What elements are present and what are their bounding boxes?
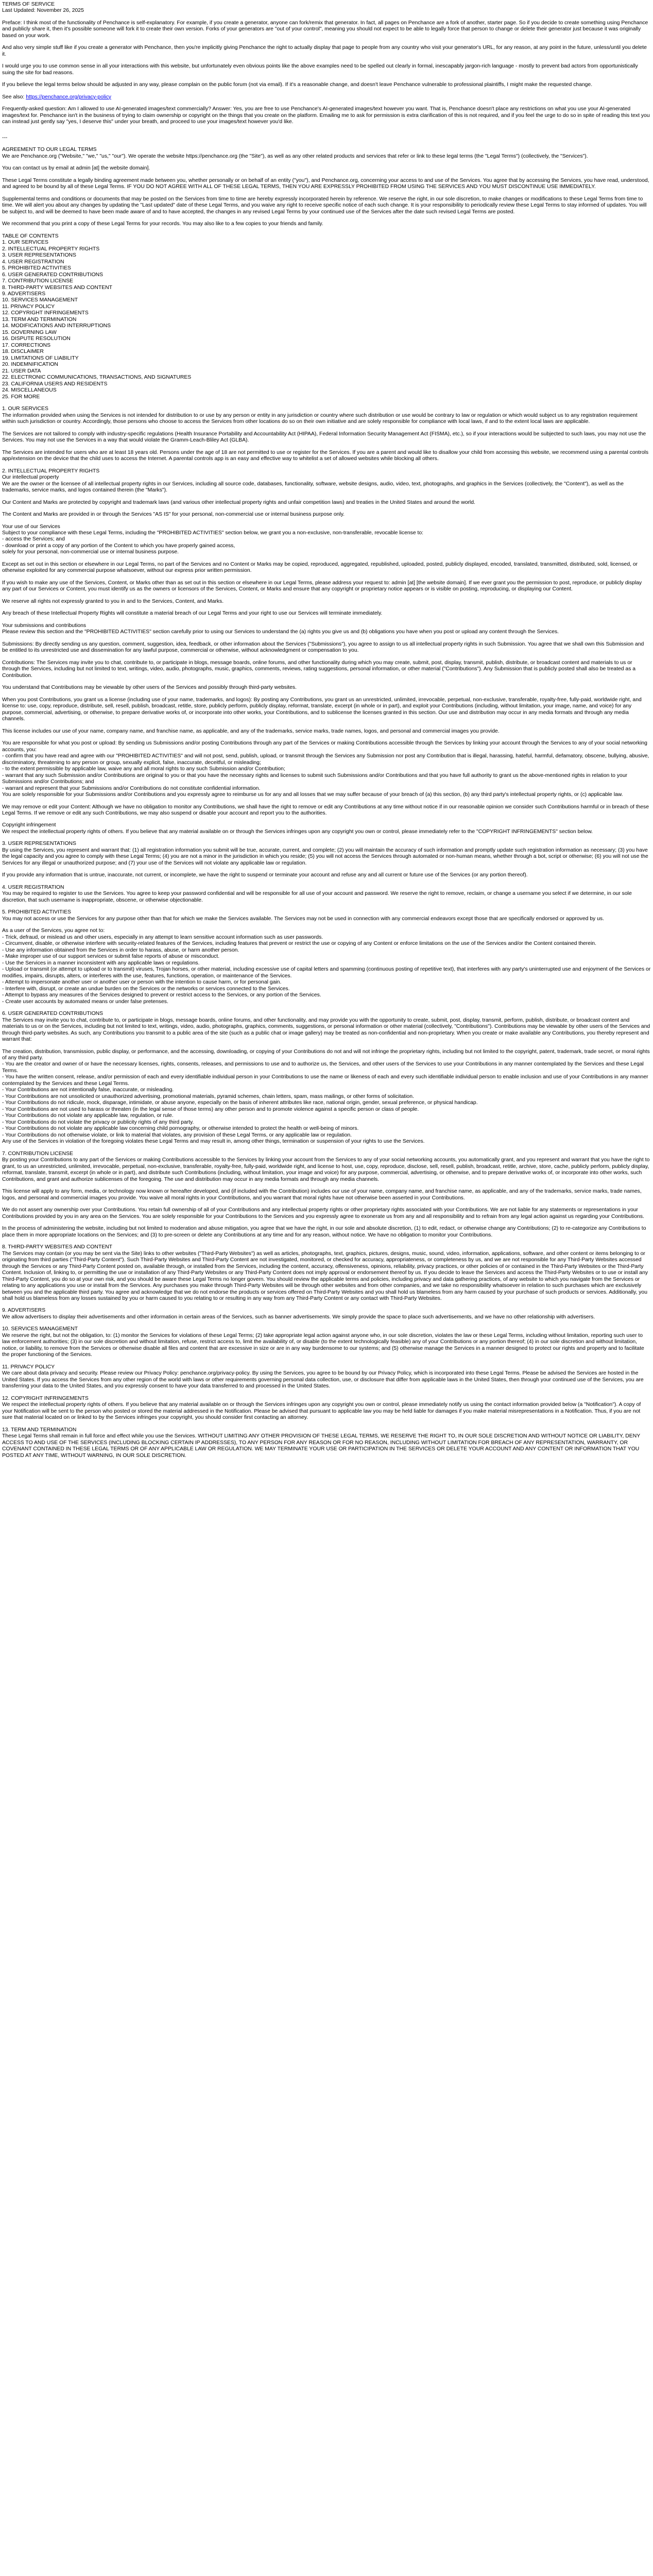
privacy-policy-link[interactable]: https://penchance.org/privacy-policy [26, 94, 111, 100]
section-paragraph: By posting your Contributions to any part of the Services or making Contributions accessible to the Services by linking your account from the Services to any of your social networking accounts, you automatically grant, and you represent and warrant that you have the right to grant, to us an unrestricted, unlimited, irrevocable, perpetual, non-exclusive, transferable, royalty-free, fully-paid, worldwide right, and license to host, use, copy, reproduce, disclose, sell, resell, publish, broadcast, retitle, archive, store, cache, publicly perform, publicly display, reformat, translate, transmit, excerpt (in whole or in part), and distribute such Contributions (including, without limitation, your image and voice) for any purpose, commercial, advertising, or otherwise, and to prepare derivative works of, or incorporate into other works, such Contributions, and grant and authorize sublicenses of the foregoing. The use and distribution may occur in any media formats and through any media channels. [2, 1157, 650, 1182]
section-paragraph: The Content and Marks are provided in or through the Services "AS IS" for your personal, non-commercial use or internal business purpose only. [2, 512, 345, 518]
section-paragraph: The Services may invite you to chat, contribute to, or participate in blogs, message boards, online forums, and other functionality, and may provide you with the opportunity to create, submit, post, display, transmit, perform, publish, distribute, or broadcast content and materials to us or on the Services, including but not limited to text, writings, video, audio, photographs, graphics, comments, suggestions, or personal information or other material (collectively, "Contributions"). Contributions may be viewable by other users of the Services and through third-party websites. As such, any Contributions you transmit to a public area of the site (such as a public chat or image gallery) may be treated as non-confidential and non-proprietary. When you create or make available any Contributions, you thereby represent and warrant that: [2, 1017, 650, 1043]
terms-section [2, 1427, 651, 1459]
section-paragraph: Your submissions and contributions Please review this section and the "PROHIBITED ACTIVITIES" section carefully prior to using our Services to understand the (a) rights you give us and (b) obligations you have when you post or upload any content through the Services. [2, 622, 559, 635]
section-heading: 6. USER GENERATED CONTRIBUTIONS [2, 1011, 104, 1017]
section-heading: 10. SERVICES MANAGEMENT [2, 1326, 78, 1332]
section-paragraph: The Services are intended for users who are at least 18 years old. Persons under the age of 18 are not permitted to use or register for the Services. If you are a parent and would like to disallow your child from accessing this website, we recommend using a parental controls app/extension on the device that the child uses to access the Internet. A parental controls app is an easy and effective way to whitelist a set of allowed websites while blocking all others. [2, 449, 649, 462]
section-paragraph: You are responsible for what you post or upload: By sending us Submissions and/or posting Contributions through any part of the Services or making Contributions accessible through the Services by linking your account through the Services to any of your social networking accounts, you: - confirm that you have read and agree with our "PROHIBITED ACTIVITIES" and will not post, send, publish, upload, or transmit through the Services any Submission nor post any Contribution that is illegal, harassing, hateful, harmful, defamatory, obscene, bullying, abusive, discriminatory, threatening to any person or group, sexually explicit, false, inaccurate, deceitful, or misleading; - to the extent permissible by applicable law, waive any and all moral rights to any such Submission and/or Contribution; - warrant that any such Submission and/or Contributions are original to you or that you have the necessary rights and licenses to submit such Submissions and/or Contributions and that you have full authority to grant us the above-mentioned rights in relation to your Submissions and/or Contributions; and - warrant and represent that your Submissions and/or Contributions do not constitute confidential information. You are solely responsible for your Submissions and/or Contributions and you expressly agree to reimburse us for any and all losses that we may suffer because of your breach of (a) this section, (b) any third party's intellectual property rights, or (c) applicable law. [2, 740, 649, 798]
section-paragraph: We do not assert any ownership over your Contributions. You retain full ownership of all of your Contributions and any intellectual property rights or other proprietary rights associated with your Contributions. We are not liable for any statements or representations in your Contributions provided by you in any area on the Services. You are solely responsible for your Contributions to the Services and you expressly agree to exonerate us from any and all responsibility and to refrain from any legal action against us regarding your Contributions. [2, 1207, 644, 1219]
section-heading: 3. USER REPRESENTATIONS [2, 841, 76, 847]
section-paragraph: You may not access or use the Services for any purpose other than that for which we make the Services available. The Services may not be used in connection with any commercial endeavors except those that are specifically endorsed or approved by us. [2, 916, 604, 922]
section-paragraph: We reserve the right, but not the obligation, to: (1) monitor the Services for violations of these Legal Terms; (2) take appropriate legal action against anyone who, in our sole discretion, violates the law or these Legal Terms, including without limitation, reporting such user to law enforcement authorities; (3) in our sole discretion and without limitation, refuse, restrict access to, limit the availability of, or disable (to the extent technologically feasible) any of your Contributions or any portion thereof; (4) in our sole discretion and without limitation, notice, or liability, to remove from the Services or otherwise disable all files and content that are excessive in size or are in any way burdensome to our systems; and (5) otherwise manage the Services in a manner designed to protect our rights and property and to facilitate the proper functioning of the Services. [2, 1332, 644, 1358]
agreement-paragraph: Supplemental terms and conditions or documents that may be posted on the Services from time to time are hereby expressly incorporated herein by reference. We reserve the right, in our sole discretion, to make changes or modifications to these Legal Terms from time to time. We will alert you about any changes by updating the "Last updated" date of these Legal Terms, and you waive any right to receive specific notice of each such change. It is your responsibility to periodically review these Legal Terms to stay informed of updates. You will be subject to, and will be deemed to have been made aware of and to have accepted, the changes in any revised Legal Terms by your continued use of the Services after the date such revised Legal Terms are posted. [2, 196, 647, 215]
privacy-see-also [2, 94, 651, 100]
section-heading: 8. THIRD-PARTY WEBSITES AND CONTENT [2, 1244, 113, 1250]
agreement-paragraph: We recommend that you print a copy of these Legal Terms for your records. You may also like to a few copies to your friends and family. [2, 221, 323, 227]
section-paragraph: You understand that Contributions may be viewable by other users of the Services and possibly through third-party websites. [2, 685, 297, 691]
section-paragraph: Except as set out in this section or elsewhere in our Legal Terms, no part of the Services and no Content or Marks may be copied, reproduced, aggregated, republished, uploaded, posted, publicly displayed, encoded, translated, transmitted, distributed, sold, licensed, or otherwise exploited for any commercial purpose whatsoever, without our express prior written permission. [2, 561, 638, 574]
section-paragraph: This license includes our use of your name, company name, and franchise name, as applicable, and any of the trademarks, service marks, trade names, logos, and personal and commercial images you provide. [2, 728, 500, 734]
agreement-paragraph: You can contact us by email at admin [at] the website domain]. [2, 165, 150, 172]
terms-section [2, 1326, 651, 1358]
section-paragraph: These Legal Terms shall remain in full force and effect while you use the Services. WITHOUT LIMITING ANY OTHER PROVISION OF THESE LEGAL TERMS, WE RESERVE THE RIGHT TO, IN OUR SOLE DISCRETION AND WITHOUT NOTICE OR LIABILITY, DENY ACCESS TO AND USE OF THE SERVICES (INCLUDING BLOCKING CERTAIN IP ADDRESSES), TO ANY PERSON FOR ANY REASON OR FOR NO REASON, INCLUDING WITHOUT LIMITATION FOR BREACH OF ANY REPRESENTATION, WARRANTY, OR COVENANT CONTAINED IN THESE LEGAL TERMS OR OF ANY APPLICABLE LAW OR REGULATION. WE MAY TERMINATE YOUR USE OR PARTICIPATION IN THE SERVICES OR DELETE YOUR ACCOUNT AND ANY CONTENT OR INFORMATION THAT YOU POSTED AT ANY TIME, WITHOUT WARNING, IN OUR SOLE DISCRETION. [2, 1433, 640, 1459]
section-paragraph: If you wish to make any use of the Services, Content, or Marks other than as set out in this section or elsewhere in our Legal Terms, please address your request to: admin [at] [the website domain]. If we ever grant you the permission to post, reproduce, or publicly display any part of our Services or Content, you must identify us as the owners or licensors of the Services, Content, or Marks and ensure that any copyright or proprietary notice appears or is visible on posting, reproducing, or displaying our Content. [2, 580, 642, 592]
terms-section [2, 406, 651, 462]
section-paragraph: The Services may contain (or you may be sent via the Site) links to other websites ("Third-Party Websites") as well as articles, photographs, text, graphics, pictures, designs, music, sound, video, information, applications, software, and other content or items belonging to or originating from third parties ("Third-Party Content"). Such Third-Party Websites and Third-Party Content are not investigated, monitored, or checked for accuracy, appropriateness, or completeness by us, and we are not responsible for any Third-Party Websites accessed through the Services or any Third-Party Content posted on, available through, or installed from the Services, including the content, accuracy, offensiveness, opinions, reliability, privacy practices, or other policies of or contained in the Third-Party Websites or the Third-Party Content. Inclusion of, linking to, or permitting the use or installation of any Third-Party Websites or any Third-Party Content does not imply approval or endorsement thereof by us. If you decide to leave the Services and access the Third-Party Websites or to use or install any Third-Party Content, you do so at your own risk, and you should be aware these Legal Terms no longer govern. You should review the applicable terms and policies, including privacy and data gathering practices, of any website to which you navigate from the Services or relating to any applications you use or install from the Services. Any purchases you make through Third-Party Websites will be through other websites and from other companies, and we take no responsibility whatsoever in relation to such purchases which are exclusively between you and the applicable third party. You agree and acknowledge that we do not endorse the products or services offered on Third-Party Websites and you shall hold us blameless from any harm caused by your purchase of such products or services. Additionally, you shall hold us blameless from any losses sustained by you or harm caused to you relating to or resulting in any way from any Third-Party Content or any contact with Third-Party Websites. [2, 1250, 648, 1301]
section-paragraph: Contributions: The Services may invite you to chat, contribute to, or participate in blogs, message boards, online forums, and other functionality during which you may create, submit, post, display, transmit, publish, distribute, or broadcast content and materials to us or through the Services, including but not limited to text, writings, video, audio, photographs, music, graphics, comments, reviews, rating suggestions, personal information, or other material ("Contributions"). Any Submission that is publicly posted shall also be treated as a Contribution. [2, 659, 636, 679]
section-paragraph: This license will apply to any form, media, or technology now known or hereafter developed, and (if included with the Contribution) includes our use of your name, company name, and franchise name, as applicable, and any of the trademarks, service marks, trade names, logos, and personal and commercial images you provide. You waive all moral rights in your Contributions, and you warrant that moral rights have not otherwise been asserted in your Contributions. [2, 1189, 642, 1201]
section-paragraph: We reserve all rights not expressly granted to you in and to the Services, Content, and Marks. [2, 598, 224, 604]
last-updated: Last Updated: November 26, 2025 [2, 8, 84, 14]
terms-section [2, 1244, 651, 1302]
section-paragraph: The Services are not tailored to comply with industry-specific regulations (Health Insurance Portability and Accountability Act (HIPAA), Federal Information Security Management Act (FISMA), etc.), so if your interactions would be subjected to such laws, you may not use the Services. You may not use the Services in a way that would violate the Gramm-Leach-Bliley Act (GLBA). [2, 431, 646, 444]
section-paragraph: When you post Contributions, you grant us a license (including use of your name, trademarks, and logos): By posting any Contributions, you grant us an unrestricted, unlimited, irrevocable, perpetual, non-exclusive, transferable, royalty-free, fully-paid, worldwide right, and license to: use, copy, reproduce, distribute, sell, resell, publish, broadcast, retitle, store, publicly perform, publicly display, reformat, translate, excerpt (in whole or in part), and exploit your Contributions (including, without limitation, your image, name, and voice) for any purpose, commercial, advertising, or otherwise, to prepare derivative works of, or incorporate into other works, your Contributions, and to sublicense the licenses granted in this section. Our use and distribution may occur in any media formats and through any media channels. [2, 697, 642, 722]
terms-section [2, 1151, 651, 1239]
agreement-paragraph: We are Penchance.org ("Website," "we," "us," "our"). We operate the website https://penchance.org (the "Site"), as well as any other related products and services that refer or link to these legal terms (the "Legal Terms") (collectively, the "Services"). [2, 153, 588, 159]
section-heading: 4. USER REGISTRATION [2, 884, 64, 890]
terms-sections [2, 406, 651, 1459]
section-paragraph: Our intellectual property We are the owner or the licensee of all intellectual property rights in our Services, including all source code, databases, functionality, software, website designs, audio, video, text, photographs, and graphics in the Services (collectively, the "Content"), as well as the trademarks, service marks, and logos contained therein (the "Marks"). [2, 474, 624, 494]
terms-section [2, 909, 651, 1005]
section-heading: 1. OUR SERVICES [2, 406, 48, 412]
section-paragraph: Copyright infringement We respect the intellectual property rights of others. If you believe that any material available on or through the Services infringes upon any copyright you own or control, please immediately refer to the "COPYRIGHT INFRINGEMENTS" section below. [2, 822, 593, 835]
section-heading: 11. PRIVACY POLICY [2, 1364, 55, 1370]
agreement-paragraph: These Legal Terms constitute a legally binding agreement made between you, whether personally or on behalf of an entity ("you"), and Penchance.org, concerning your access to and use of the Services. You agree that by accessing the Services, you have read, understood, and agreed to be bound by all of these Legal Terms. IF YOU DO NOT AGREE WITH ALL OF THESE LEGAL TERMS, THEN YOU ARE EXPRESSLY PROHIBITED FROM USING THE SERVICES AND YOU MUST DISCONTINUE USE IMMEDIATELY. [2, 177, 649, 190]
section-heading: 12. COPYRIGHT INFRINGEMENTS [2, 1395, 89, 1401]
section-heading: 2. INTELLECTUAL PROPERTY RIGHTS [2, 468, 100, 474]
terms-section [2, 1396, 651, 1421]
terms-section [2, 1308, 651, 1320]
section-paragraph: We respect the intellectual property rights of others. If you believe that any material available on or through the Services infringes upon any copyright you own or control, please immediately notify us using the contact information provided below (a "Notification"). A copy of your Notification will be sent to the person who posted or stored the material addressed in the Notification. Please be advised that pursuant to applicable law you may be held liable for damages if you make material misrepresentations in a Notification. Thus, if you are not sure that material located on or linked to by the Services infringes your copyright, you should consider first contacting an attorney. [2, 1402, 641, 1421]
toc-list: 1. OUR SERVICES 2. INTELLECTUAL PROPERTY RIGHTS 3. USER REPRESENTATIONS 4. USER REGISTRATION 5. PROHIBITED ACTIVITIES 6. USER GENERATED CONTRIBUTIONS 7. CONTRIBUTION LICENSE 8. THIRD-PARTY WEBSITES AND CONTENT 9. ADVERTISERS 10. SERVICES MANAGEMENT 11. PRIVACY POLICY 12. COPYRIGHT INFRINGEMENTS 13. TERM AND TERMINATION 14. MODIFICATIONS AND INTERRUPTIONS 15. GOVERNING LAW 16. DISPUTE RESOLUTION 17. CORRECTIONS 18. DISCLAIMER 19. LIMITATIONS OF LIABILITY 20. INDEMNIFICATION 21. USER DATA 22. ELECTRONIC COMMUNICATIONS, TRANSACTIONS, AND SIGNATURES 23. CALIFORNIA USERS AND RESIDENTS 24. MISCELLANEOUS 25. FOR MORE [2, 240, 192, 400]
terms-section [2, 468, 651, 836]
section-paragraph: Our Content and Marks are protected by copyright and trademark laws (and various other intellectual property rights and unfair competition laws) and treaties in the United States and around the world. [2, 499, 475, 505]
section-paragraph: The information provided when using the Services is not intended for distribution to or use by any person or entity in any jurisdiction or country where such distribution or use would be contrary to law or regulation or which would subject us to any registration requirement within such jurisdiction or country. Accordingly, those persons who choose to access the Services from other locations do so on their own initiative and are solely responsible for compliance with local laws, if and to the extent local laws are applicable. [2, 412, 638, 425]
section-heading: 5. PROHIBITED ACTIVITIES [2, 909, 71, 916]
section-heading: 13. TERM AND TERMINATION [2, 1427, 77, 1433]
section-paragraph: If you provide any information that is untrue, inaccurate, not current, or incomplete, we have the right to suspend or terminate your account and refuse any and all current or future use of the Services (or any portion thereof). [2, 872, 528, 878]
terms-section [2, 841, 651, 878]
preface: Preface: I think most of the functionality of Penchance is self-explanatory. For example, if you create a generator, anyone can fork/remix that generator. In fact, all pages on Penchance are a fork of another, starter page. So if you decide to create something using Penchance and publicly share it, then it's possible someone will fork it to create their own version. Forks of your generators are "out of your control", meaning you should not expect to be able to legally force that person to change or delete their generator just because it was originally based on your work. [2, 20, 648, 39]
terms-section [2, 1364, 651, 1390]
intro-paragraph: And also very simple stuff like if you create a generator with Penchance, then you're implicitly giving Penchance the right to actually display that page to people from any country who visit your generator's URL, for any reason, at any point in the future, unless/until you delete it. [2, 45, 647, 57]
toc-heading: TABLE OF CONTENTS [2, 233, 59, 239]
section-paragraph: As a user of the Services, you agree not to: - Trick, defraud, or mislead us and other users, especially in any attempt to learn sensitive account information such as user passwords. - Circumvent, disable, or otherwise interfere with security-related features of the Services, including features that prevent or restrict the use or copying of any Content or enforce limitations on the use of the Services and/or the Content contained therein. - Use any information obtained from the Services in order to harass, abuse, or harm another person. - Make improper use of our support services or submit false reports of abuse or misconduct. - Use the Services in a manner inconsistent with any applicable laws or regulations. - Upload or transmit (or attempt to upload or to transmit) viruses, Trojan horses, or other material, including excessive use of capital letters and spamming (continuous posting of repetitive text), that interferes with any party's uninterrupted use and enjoyment of the Services or modifies, impairs, disrupts, alters, or interferes with the use, features, functions, operation, or maintenance of the Services. - Attempt to impersonate another user or another user or person with the intention to cause harm, or for personal gain. - Interfere with, disrupt, or create an undue burden on the Services or the networks or services connected to the Services. - Attempt to bypass any measures of the Services designed to prevent or restrict access to the Services, or any portion of the Services. - Create user accounts by automated means or under false pretenses. [2, 928, 651, 1005]
terms-section [2, 885, 651, 904]
section-paragraph: By using the Services, you represent and warrant that: (1) all registration information you submit will be true, accurate, current, and complete; (2) you will maintain the accuracy of such information and promptly update such registration information as necessary; (3) you have the legal capacity and you agree to comply with these Legal Terms; (4) you are not a minor in the jurisdiction in which you reside; (5) you will not access the Services through automated or non-human means, whether through a bot, script or otherwise; (6) you will not use the Services for any illegal or unauthorized purpose; and (7) your use of the Services will not violate any applicable law or regulation. [2, 847, 648, 866]
separator: --- [2, 134, 8, 141]
section-paragraph: We may remove or edit your Content: Although we have no obligation to monitor any Contributions, we shall have the right to remove or edit any Contributions at any time without notice if in our reasonable opinion we consider such Contributions harmful or in breach of these Legal Terms. If we remove or edit any such Contributions, we may also suspend or disable your account and report you to the authorities. [2, 804, 649, 816]
section-paragraph: In the process of administering the website, including but not limited to moderation and abuse mitigation, you agree that we have the right, in our sole and absolute discretion, (1) to edit, redact, or otherwise change any Contributions; (2) to re-categorize any Contributions to place them in more appropriate locations on the Services; and (3) to pre-screen or delete any Contributions at any time and for any reason, without notice. We have no obligation to monitor your Contributions. [2, 1226, 646, 1238]
see-also-label: See also: [2, 94, 26, 100]
section-paragraph: Submissions: By directly sending us any question, comment, suggestion, idea, feedback, or other information about the Services ("Submissions"), you agree to assign to us all intellectual property rights in such Submission. You agree that we shall own this Submission and be entitled to its unrestricted use and dissemination for any lawful purpose, commercial or otherwise, without acknowledgment or compensation to you. [2, 641, 644, 654]
agreement-section [2, 154, 651, 228]
section-paragraph: We care about data privacy and security. Please review our Privacy Policy: penchance.org/privacy-policy. By using the Services, you agree to be bound by our Privacy Policy, which is incorporated into these Legal Terms. Please be advised the Services are hosted in the United States. If you access the Services from any other region of the world with laws or other requirements governing personal data collection, use, or disclosure that differ from applicable laws in the United States, then through your continued use of the Services, you are transferring your data to the United States, and you expressly consent to have your data transferred to and processed in the United States. [2, 1370, 644, 1389]
faq-paragraph: Frequently-asked question: Am I allowed to use AI-generated images/text commercially? Answer: Yes, you are free to use Penchance's AI-generated images/text however you want. That is, Penchance doesn't place any restrictions on what you use your AI-generated images/text for. Penchance isn't in the business of trying to claim ownership or copyright on the things that you create on the platform. Emailing me to ask for permission is extra clarification of this is not required, and if you feel the urge to do so in spite of reading this text you can instead just gently say "yes, I deserve this" under your breath, and proceed to use your images/text however you'd like. [2, 106, 650, 125]
section-paragraph: Any breach of these Intellectual Property Rights will constitute a material breach of our Legal Terms and your right to use our Services will terminate immediately. [2, 611, 383, 617]
agreement-heading: AGREEMENT TO OUR LEGAL TERMS [2, 147, 97, 153]
section-paragraph: You may be required to register to use the Services. You agree to keep your password confidential and will be responsible for all use of your account and password. We reserve the right to remove, reclaim, or change a username you select if we determine, in our sole discretion, that such username is inappropriate, obscene, or otherwise objectionable. [2, 891, 632, 903]
terms-section [2, 1011, 651, 1145]
document-title: TERMS OF SERVICE [2, 2, 55, 7]
section-paragraph: We allow advertisers to display their advertisements and other information in certain areas of the Services, such as banner advertisements. We simply provide the space to place such advertisements, and we have no other relationship with advertisers. [2, 1314, 595, 1320]
intro-paragraph: I would urge you to use common sense in all your interactions with this website, but unfortunately even obvious points like the above examples need to be spelled out clearly in formal, inescapably jargon-rich language - mostly to prevent bad actors from opportunistically suing the site for bad reasons. [2, 63, 638, 76]
section-heading: 7. CONTRIBUTION LICENSE [2, 1150, 73, 1157]
section-paragraph: Your use of our Services Subject to your compliance with these Legal Terms, including the "PROHIBITED ACTIVITIES" section below, we grant you a non-exclusive, non-transferable, revocable license to: - access the Services; and - download or print a copy of any portion of the Content to which you have properly gained access, solely for your personal, non-commercial use or internal business purpose. [2, 523, 424, 555]
section-heading: 9. ADVERTISERS [2, 1308, 46, 1314]
intro-paragraph: If you believe the legal terms below should be adjusted in any way, please complain on the public forum (not via email). If it's a reasonable change, and doesn't leave Penchance vulnerable to professional plaintiffs, I might make the requested change. [2, 82, 593, 88]
section-paragraph: The creation, distribution, transmission, public display, or performance, and the accessing, downloading, or copying of your Contributions do not and will not infringe the proprietary rights, including but not limited to the copyright, patent, trademark, trade secret, or moral rights of any third party. - You are the creator and owner of or have the necessary licenses, rights, consents, releases, and permissions to use and to authorize us, the Services, and other users of the Services to use your Contributions in any manner contemplated by the Services and these Legal Terms. - You have the written consent, release, and/or permission of each and every identifiable individual person in your Contributions to use the name or likeness of each and every such identifiable individual person to enable inclusion and use of your Contributions in any manner contemplated by the Services and these Legal Terms. - Your Contributions are not intentionally false, inaccurate, or misleading. - Your Contributions are not unsolicited or unauthorized advertising, promotional materials, pyramid schemes, chain letters, spam, mass mailings, or other forms of solicitation. - Your Contributions do not ridicule, mock, disparage, intimidate, or abuse anyone, especially on the basis of inherent attributes like race, national origin, gender, sexual preference, or physical handicap. - Your Contributions are not used to harass or threaten (in the legal sense of those terms) any other person and to promote violence against a specific person or class of people. - Your Contributions do not violate any applicable law, regulation, or rule. - Your Contributions do not violate the privacy or publicity rights of any third party. - Your Contributions do not violate any applicable law concerning child pornography, or otherwise intended to protect the health or well-being of minors. - Your Contributions do not otherwise violate, or link to material that violates, any provision of these Legal Terms, or any applicable law or regulation. Any use of the Services in violation of the foregoing violates these Legal Terms and may result in, among other things, termination or suspension of your rights to use the Services. [2, 1048, 650, 1145]
